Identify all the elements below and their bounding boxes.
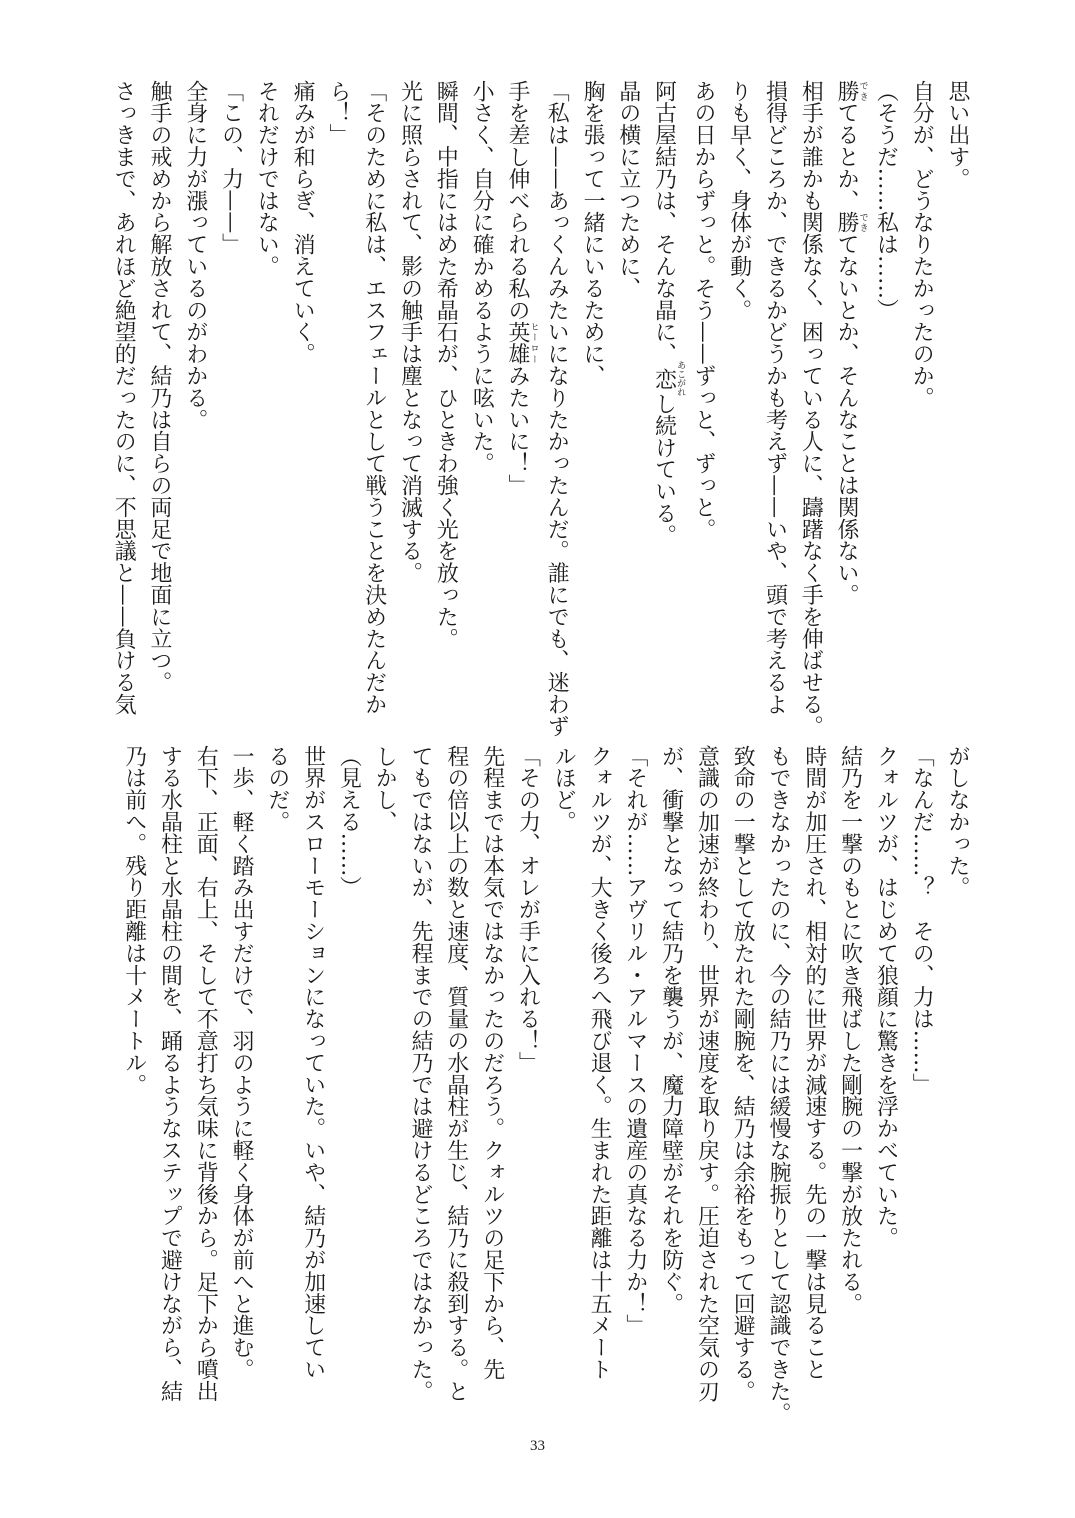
text-line: ら！」 (325, 80, 351, 146)
text-line: クォルツが、大きく後ろへ飛び退く。生まれた距離は十五メート (587, 745, 613, 1381)
text-line: がしなかった。 (945, 745, 970, 899)
ruby-annotation: 恋あこがれ (651, 360, 686, 397)
text-line: 損得どころか、できるかどうかも考えず——いや、頭で考えるよ (762, 80, 788, 716)
text-line: が、衝撃となって結乃を襲うが、魔力障壁がそれを防ぐ。 (658, 745, 684, 1315)
text-line: 小さく、自分に確かめるように呟いた。 (469, 80, 495, 475)
text-line: 右下、正面、右上、そして不意打ち気味に背後から。足下から噴出 (193, 745, 219, 1402)
page-number: 33 (530, 1438, 545, 1454)
text-line: ルほど。 (551, 745, 577, 833)
text-line: 一歩、軽く踏み出すだけで、羽のように軽く身体が前へと進む。 (229, 745, 255, 1381)
text-block-bottom (116, 745, 975, 1424)
text-line: りも早く、身体が動く。 (726, 80, 752, 321)
text-line: （見える……） (336, 745, 362, 899)
text-line: もできなかったのに、今の結乃には緩慢な腕振りとして認識できた。 (766, 745, 792, 1424)
text-line: 阿古屋結乃は、そんな晶に、恋あこがれし続けている。 (651, 80, 686, 547)
text-line: する水晶柱と水晶柱の間を、踊るようなステップで避けながら、結 (157, 745, 183, 1402)
text-line: （そうだ……私は……） (873, 80, 899, 321)
text-line: 「そのために私は、エスフェールとして戦うことを決めたんだか (361, 80, 387, 716)
text-line: あの日からずっと。そう——ずっと、ずっと。 (690, 80, 716, 540)
text-line: 先程までは本気ではなかったのだろう。クォルツの足下から、先 (479, 745, 505, 1381)
ruby-annotation: 勝でき (834, 80, 868, 102)
text-line: 光に照らされて、影の触手は塵となって消滅する。 (397, 80, 423, 584)
text-line: 自分が、どうなりたかったのか。 (909, 80, 935, 409)
text-line: それだけではない。 (254, 80, 280, 278)
ruby-annotation: 英雄ヒーロー (504, 320, 539, 365)
text-line: 瞬間、中指にはめた希晶石が、ひときわ強く光を放った。 (433, 80, 459, 650)
text-line: てもではないが、先程までの結乃では避けるどころではなかった。 (408, 745, 434, 1402)
text-line: 乃は前へ。残り距離は十メートル。 (121, 745, 147, 1096)
text-line: 手を差し伸べられる私の英雄ヒーローみたいに！」 (504, 80, 539, 497)
text-line: しかし、 (372, 745, 398, 833)
text-block-top (105, 80, 975, 737)
text-line: 結乃を一撃のもとに吹き飛ばした剛腕の一撃が放たれる。 (837, 745, 863, 1315)
text-line: るのだ。 (264, 745, 290, 833)
text-line: クォルツが、はじめて狼顔に驚きを浮かべていた。 (873, 745, 899, 1249)
text-line: 「それが……アヴリル・アルマースの遺産の真なる力か！」 (622, 745, 648, 1337)
text-line: 時間が加圧され、相対的に世界が減速する。先の一撃は見ること (801, 745, 827, 1381)
text-line: 思い出す。 (945, 80, 970, 190)
text-line: 触手の戒めから解放されて、結乃は自らの両足で地面に立つ。 (146, 80, 172, 694)
ruby-annotation: 勝でき (834, 211, 868, 234)
text-line: 「その力、オレが手に入れる！」 (515, 745, 541, 1074)
text-line: 「この、力——」 (218, 80, 244, 256)
text-line: 程の倍以上の数と速度、質量の水晶柱が生じ、結乃に殺到する。と (443, 745, 469, 1402)
text-line: 全身に力が漲っているのがわかる。 (182, 80, 208, 431)
text-line: 致命の一撃として放たれた剛腕を、結乃は余裕をもって回避する。 (730, 745, 756, 1402)
text-line: 意識の加速が終わり、世界が速度を取り戻す。圧迫された空気の刃 (694, 745, 720, 1402)
text-line: さっきまで、あれほど絶望的だったのに、不思議と——負ける気 (111, 80, 137, 716)
text-line: 世界がスローモーションになっていた。いや、結乃が加速してい (300, 745, 326, 1381)
text-line: 胸を張って一緒にいるために、 (580, 80, 606, 387)
text-line: 相手が誰かも関係なく、困っている人に、躊躇なく手を伸ばせる。 (798, 80, 824, 737)
text-line: 晶の横に立つために、 (615, 80, 641, 299)
text-line: 痛みが和らぎ、消えていく。 (290, 80, 316, 365)
text-line: 「私は——あっくんみたいになりたかったんだ。誰にでも、迷わず (544, 80, 570, 737)
text-line: 勝できてるとか、勝できてないとか、そんなことは関係ない。 (834, 80, 868, 606)
text-line: 「なんだ……？ その、力は……」 (909, 745, 935, 1096)
